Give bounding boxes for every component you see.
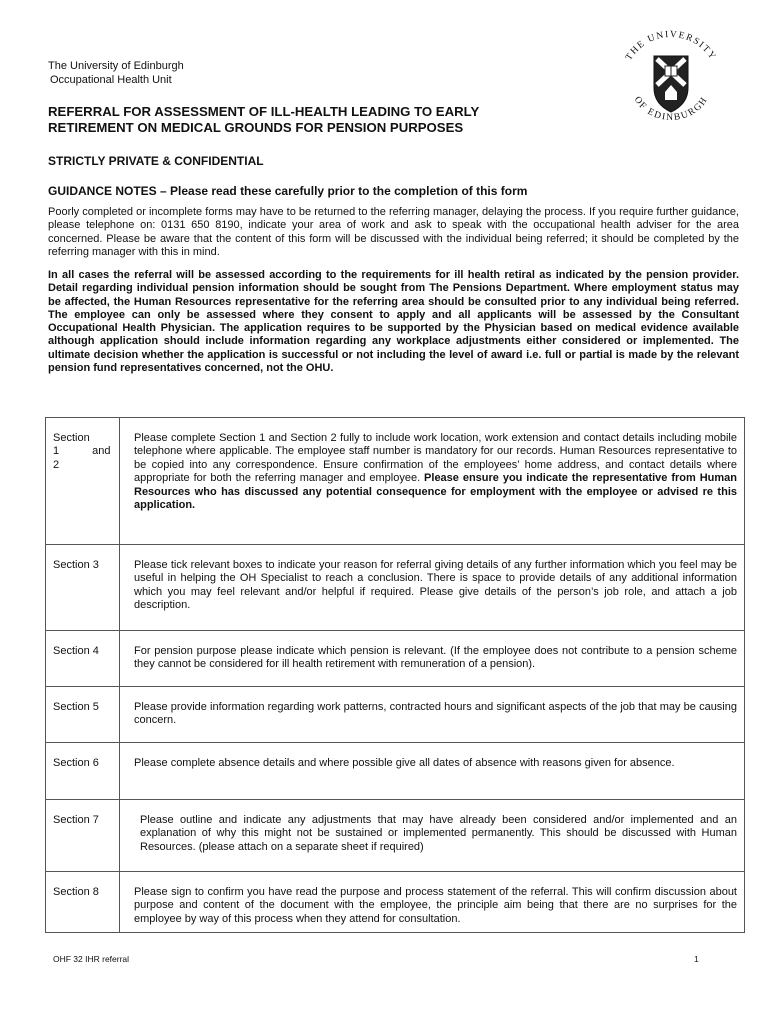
section-label: Section 3 <box>46 545 120 631</box>
footer-page-number: 1 <box>694 954 699 964</box>
institution-name: The University of Edinburgh <box>48 60 184 72</box>
section-label: Section 8 <box>46 872 120 933</box>
section-label: Section 4 <box>46 631 120 687</box>
table-row <box>46 800 745 872</box>
section-description: Please complete absence details and where possible give all dates of absence with reasons given for absence. <box>120 743 745 800</box>
table-row <box>46 418 745 545</box>
section-description: Please provide information regarding work patterns, contracted hours and significant aspects of the job that may be causing concern. <box>120 687 745 743</box>
crest-shield-icon <box>654 56 688 112</box>
section-description: Please sign to confirm you have read the purpose and process statement of the referral. This will confirm discussion about purpose and content of the document with the employee, the principle aim being that there are no surprises for the employee by way of this process when they attend for consultation. <box>120 872 745 933</box>
footer-form-code: OHF 32 IHR referral <box>53 954 130 964</box>
sections-table <box>45 417 745 933</box>
svg-text:THE UNIVERSITY: THE UNIVERSITY <box>624 29 718 63</box>
table-row <box>46 545 745 631</box>
section-description: Please complete Section 1 and Section 2 fully to include work location, work extension and contact details including mobile telephone where applicable. The employee staff number is mandatory for our records. Human Resources representative to be copied into any correspondence. Ensure confirmation of the employees’ home address, and contact details where appropriate for both the referring manager and employee. Please ensure you indicate the representative from Human Resources who has discussed any potential consequence for employment with the employee or advised re this application. <box>120 418 745 545</box>
section-label: Section 6 <box>46 743 120 800</box>
guidance-paragraph-2: In all cases the referral will be assessed according to the requirements for ill health retiral as indicated by the pension provider. Detail regarding individual pension information should be sought from The Pensions Department. Where employment status may be affected, the Human Resources representative for the referring area should be consulted prior to any individual being referred. The employee can only be assessed where they consent to apply and all applicants will be assessed by the Consultant Occupational Health Physician. The application requires to be supported by the Physician based on medical evidence available although application should include information regarding any workplace adjustments either considered or implemented. The ultimate decision whether the application is successful or not including the level of award i.e. full or partial is made by the relevant pension fund representatives concerned, not the OHU. <box>48 269 739 375</box>
section-label: Section 7 <box>46 800 120 872</box>
svg-text:OF EDINBURGH: OF EDINBURGH <box>631 94 711 124</box>
table-row <box>46 631 745 687</box>
table-row <box>46 687 745 743</box>
table-row <box>46 872 745 933</box>
unit-name: Occupational Health Unit <box>50 74 172 86</box>
table-row <box>46 743 745 800</box>
section-description: Please outline and indicate any adjustments that may have already been considered and/or implemented and an explanation of why this might not be sustained or implemented permanently. This should be discussed with Human Resources. (please attach on a separate sheet if required) <box>120 800 745 872</box>
header-block <box>48 59 184 87</box>
page-title: REFERRAL FOR ASSESSMENT OF ILL-HEALTH LEADING TO EARLY RETIREMENT ON MEDICAL GROUNDS FOR PENSION PURPOSES <box>48 104 480 135</box>
section-label: Section 1 and 2 <box>46 418 120 545</box>
confidential-heading: STRICTLY PRIVATE & CONFIDENTIAL <box>48 154 264 168</box>
section-description: For pension purpose please indicate which pension is relevant. (If the employee does not contribute to a pension scheme they cannot be considered for ill health retirement with remuneration of a pension). <box>120 631 745 687</box>
section-label: Section 5 <box>46 687 120 743</box>
university-crest-logo <box>610 22 732 132</box>
guidance-paragraph-1: Poorly completed or incomplete forms may have to be returned to the referring manager, delaying the process. If you require further guidance, please telephone on: 0131 650 8190, indicate your area of work and ask to speak with the occupational health adviser for the area concerned. Please be aware that the content of this form will be discussed with the individual being referred; it should be completed by the referring manager with this in mind. <box>48 206 739 258</box>
section-description: Please tick relevant boxes to indicate your reason for referral giving details of any further information which you feel may be useful in helping the OH Specialist to reach a conclusion. There is space to provide details of any additional information which you may feel relevant and/or helpful if required. Please give details of the person’s job role, and attach a job description. <box>120 545 745 631</box>
guidance-heading: GUIDANCE NOTES – Please read these carefully prior to the completion of this form <box>48 184 528 198</box>
